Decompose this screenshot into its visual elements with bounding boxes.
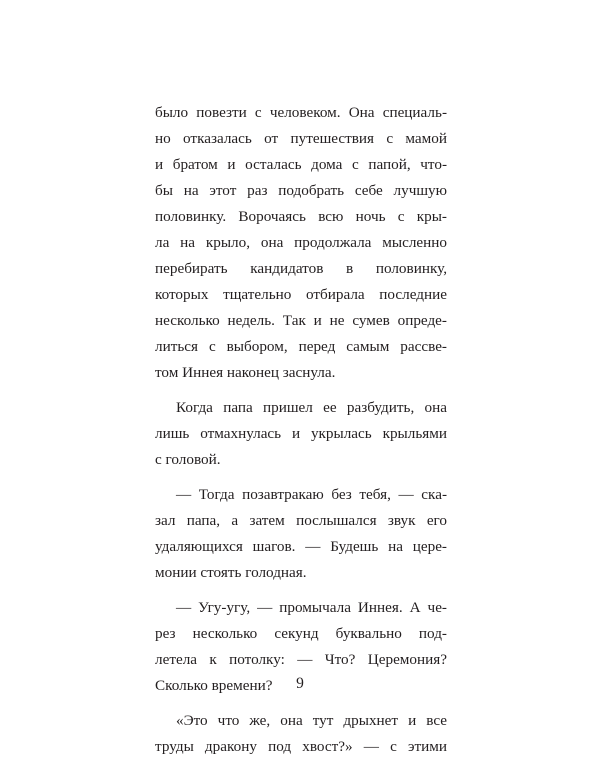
text-line: Сколько времени? [155,677,273,694]
text-line: монии стоять голодная. [155,564,307,581]
text-line: — Угу-угу, — промычала Иннея. А че- [176,599,447,616]
text-line: и братом и осталась дома с папой, что- [155,156,447,173]
text-line: лишь отмахнулась и укрылась крыльями [155,425,447,442]
text-line: перебирать кандидатов в половинку, [155,260,447,277]
text-line: было повезти с человеком. Она специаль- [155,104,447,121]
paragraph [155,482,447,586]
text-line: бы на этот раз подобрать себе лучшую [155,182,447,199]
text-line: несколько недель. Так и не сумев опреде- [155,312,447,329]
text-line: «Это что же, она тут дрыхнет и все [176,712,447,729]
page-number: 9 [296,675,304,692]
text-line: литься с выбором, перед самым рассве- [155,338,447,355]
text-line: которых тщательно отбирала последние [155,286,447,303]
text-line: зал папа, а затем послышался звук его [155,512,447,529]
text-line: удаляющихся шагов. — Будешь на цере- [155,538,447,555]
text-line: рез несколько секунд буквально под- [155,625,447,642]
text-line: но отказалась от путешествия с мамой [155,130,447,147]
text-line: с головой. [155,451,221,468]
text-line: ла на крыло, она продолжала мысленно [155,234,447,251]
paragraph [155,708,447,760]
text-line: летела к потолку: — Что? Церемония? [155,651,447,668]
text-line: половинку. Ворочаясь всю ночь с кры- [155,208,447,225]
text-line: — Тогда позавтракаю без тебя, — ска- [176,486,447,503]
text-line: Когда папа пришел ее разбудить, она [176,399,447,416]
text-line: труды дракону под хвост?» — с этими [155,738,447,755]
paragraph [155,100,447,386]
body-text [155,100,447,760]
paragraph [155,395,447,473]
text-line: том Иннея наконец заснула. [155,364,336,381]
